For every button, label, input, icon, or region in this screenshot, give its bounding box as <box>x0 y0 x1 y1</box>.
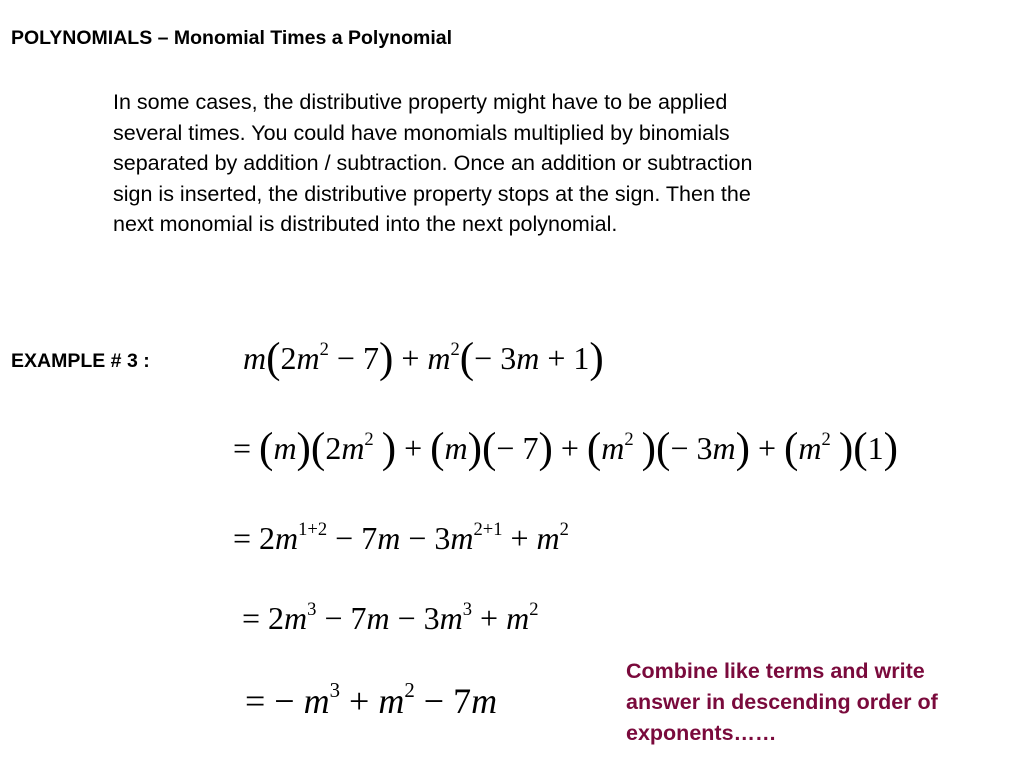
intro-line: In some cases, the distributive property might have to be applied <box>113 90 728 114</box>
note-line: answer in descending order of <box>626 690 938 714</box>
note-line: Combine like terms and write <box>626 659 925 683</box>
intro-paragraph <box>113 87 903 240</box>
equation-1: $m(2m^2 - 7) + m^2(- 3m + 1)$ <box>243 334 604 382</box>
equation-4: = $2m^3 - 7m - 3m^3 + m^2$ <box>242 599 539 636</box>
note-line: exponents…… <box>626 721 777 745</box>
intro-line: sign is inserted, the distributive property stops at the sign. Then the <box>113 181 751 206</box>
intro-line: separated by addition / subtraction. Once an addition or subtraction <box>113 151 753 175</box>
intro-line: next monomial is distributed into the next polynomial. <box>113 212 618 236</box>
example-label: EXAMPLE # 3 : <box>11 350 150 372</box>
intro-line: several times. You could have monomials multiplied by binomials <box>113 120 730 145</box>
combine-note <box>626 656 938 749</box>
page-title: POLYNOMIALS – Monomial Times a Polynomial <box>11 27 453 49</box>
equation-5: = − $m^3 + m^2 - 7m$ <box>245 678 498 721</box>
equation-3: = $2m^{1+2} - 7m - 3m^{2+1} + m^2$ <box>233 519 569 556</box>
equation-2: = $(m)(2m^2$ ) + $(m)(- 7) + (m^2$ )(− $3m) + (m^2$ )(1) <box>233 424 898 472</box>
